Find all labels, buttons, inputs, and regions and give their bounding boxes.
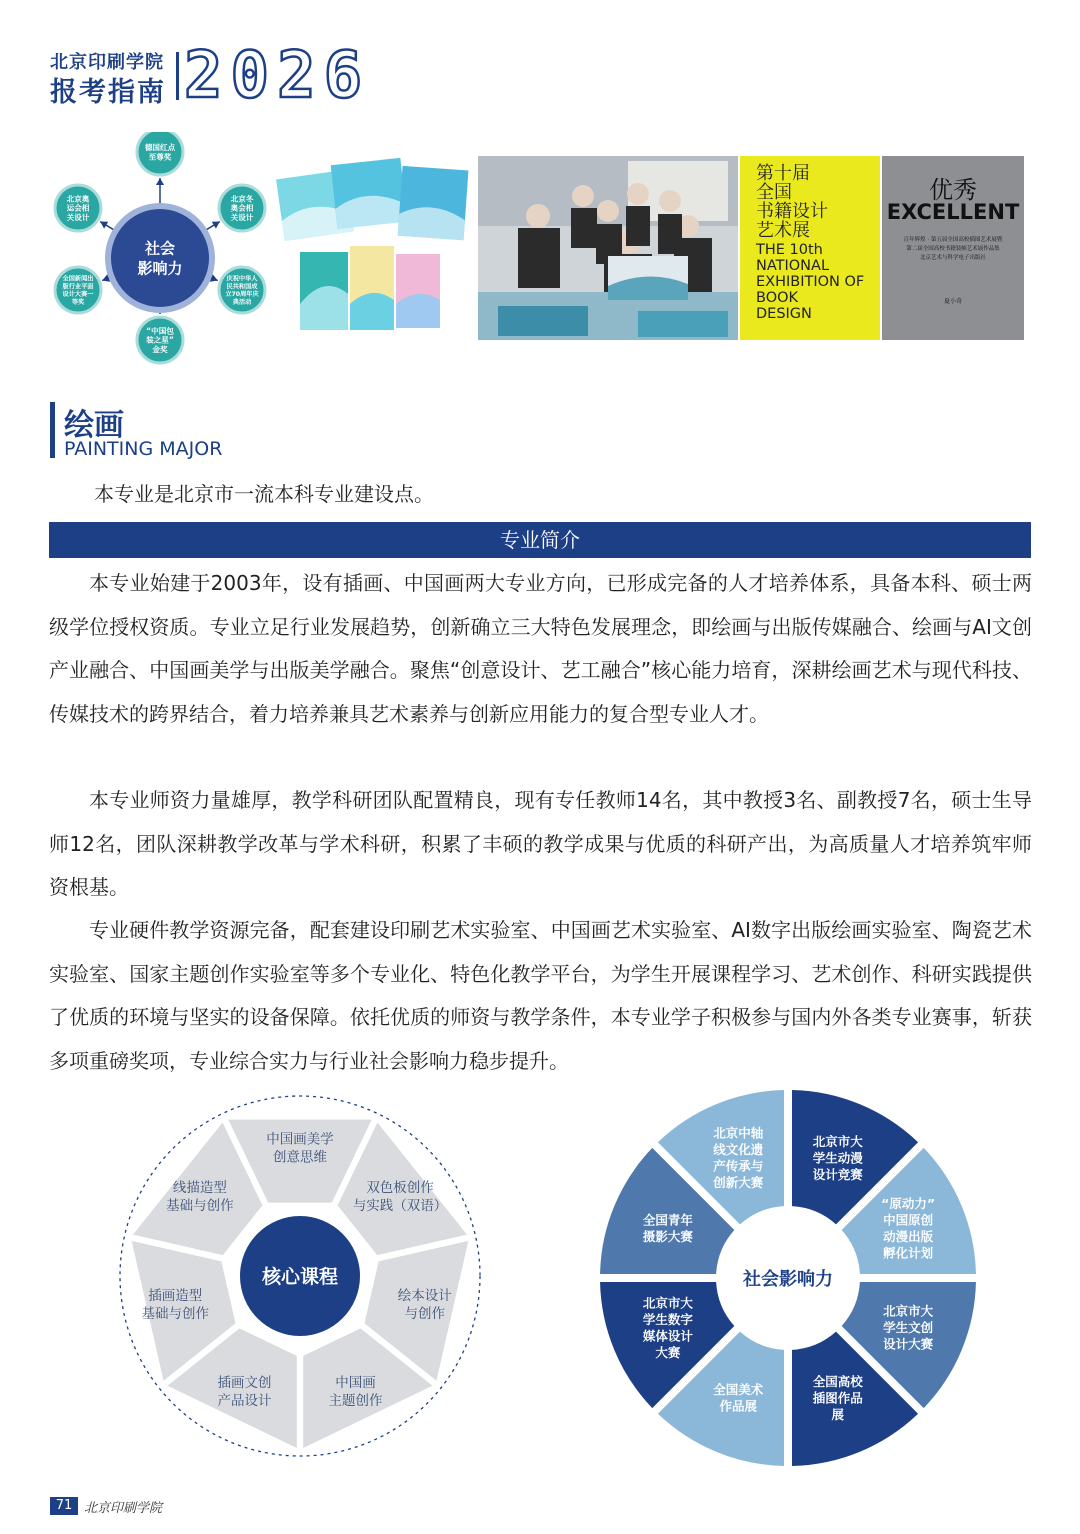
intro-paragraph-2: 本专业师资力量雄厚，教学科研团队配置精良，现有专任教师14名，其中教授3名、副教授7名，硕士生导师12名，团队深耕教学改革与学术科研，积累了丰硕的教学成果与优质的科研产出，为高质量人才培养筑牢师资根基。 [49,788,1032,899]
core-courses-diagram [117,1090,483,1476]
impact-label: 全国美术作品展 [713,1382,764,1414]
book-cover-left [740,156,880,340]
section-title: 绘画 [64,408,124,443]
section-accent-bar [50,402,55,458]
influence-node-label: 全国新闻出版行业平面设计大赛一等奖 [62,275,94,306]
core-course-label: 插画文创产品设计 [217,1375,272,1410]
intro-paragraph-3: 专业硬件教学资源完备，配套建设印刷艺术实验室、中国画艺术实验室、AI数字出版绘画实验室、陶瓷艺术实验室、国家主题创作实验室等多个专业化、特色化教学平台，为学生开展课程学习、艺术创作、科研实践提供了优质的环境与坚实的设备保障。依托优质的师资与教学条件，本专业学子积极参与国内外各类专业赛事，斩获多项重磅奖项，专业综合实力与行业社会影响力稳步提升。 [49,918,1032,1073]
book-left-cn-line: 全国 [756,182,792,203]
influence-node-label: 北京奥运会相关设计 [66,194,90,222]
influence-center [108,206,212,310]
book-cover-right [882,156,1024,340]
intro-band: 专业简介 [49,522,1031,558]
influence-node-label: 北京冬奥会相关设计 [230,194,254,222]
book-right-cn: 优秀 [929,176,977,204]
influence-diagram [50,132,272,368]
book-left-cn-line: 第十届 [756,163,810,184]
school-name: 北京印刷学院 [50,52,164,73]
book-left-en-line: NATIONAL [756,258,830,274]
influence-node-label: 德国红点至尊奖 [144,143,176,162]
header-year: 2026 [184,39,371,113]
core-course-label: 线描造型基础与创作 [166,1179,234,1214]
core-course-label: 中国画主题创作 [328,1375,383,1410]
book-left-en-line: EXHIBITION OF [756,274,865,290]
guide-title: 报考指南 [50,77,166,108]
book-right-small-line: 北京艺术与科学电子出版社 [919,255,986,261]
book-right-en: EXCELLENT [886,200,1020,224]
book-left-en-line: BOOK [756,290,799,306]
impact-label: “原动力”中国原创动漫出版孵化计划 [881,1195,936,1261]
core-course-label: 双色板创作与实践（双语） [352,1179,448,1214]
impact-center-label: 社会影响力 [743,1269,833,1290]
brochure-image [272,154,472,344]
impact-label: 全国高校插图作品展 [812,1373,863,1422]
section-subtitle: PAINTING MAJOR [64,438,223,460]
book-left-en-line: DESIGN [756,306,812,322]
book-right-small-line: 百年辉煌 · 第五届全国高校插图艺术展暨 [903,237,1003,243]
impact-label: 北京中轴线文化遗产传承与创新大赛 [713,1125,764,1191]
social-impact-diagram [597,1088,979,1470]
book-right-author: 夏小奇 [943,298,962,305]
book-right-small-line: 第二届全国高校书籍装帧艺术展作品集 [906,246,1000,252]
impact-label: 全国青年摄影大赛 [642,1212,693,1244]
book-left-en-line: THE 10th [756,242,823,258]
influence-node-label: 庆祝中华人民共和国成立70周年庆典活动 [225,275,259,306]
intro-paragraph-1: 本专业始建于2003年，设有插画、中国画两大专业方向，已形成完备的人才培养体系，具备本科、硕士两级学位授权资质。专业立足行业发展趋势，创新确立三大特色发展理念，即绘画与出版传媒融合、绘画与AI文创产业融合、中国画美学与出版美学融合。聚焦“创意设计、艺工融合”核心能力培育，深耕绘画艺术与现代科技、传媒技术的跨界结合，着力培养兼具艺术素养与创新应用能力的复合型专业人才。 [49,571,1032,726]
header-divider [176,52,179,100]
influence-node-label: “中国包装之星”金奖 [146,326,174,354]
core-center-label: 核心课程 [261,1266,339,1288]
influence-arrowhead [156,178,164,185]
core-course-label: 插画造型基础与创作 [141,1288,209,1323]
impact-label: 北京市大学生动漫设计竞赛 [812,1133,863,1182]
core-course-label: 绘本设计与创作 [397,1288,452,1323]
impact-label: 北京市大学生文创设计大赛 [883,1303,934,1352]
impact-label: 北京市大学生数字媒体设计大赛 [642,1295,693,1360]
book-left-cn-line: 艺术展 [756,220,810,241]
influence-center-label: 社会影响力 [137,239,183,278]
major-note: 本专业是北京市一流本科专业建设点。 [94,482,434,506]
students-photo [478,156,738,340]
core-course-label: 中国画美学创意思维 [266,1131,334,1166]
page-number: 71 [50,1497,78,1515]
book-left-cn-line: 书籍设计 [756,201,828,222]
footer-school-name: 北京印刷学院 [84,1501,163,1516]
